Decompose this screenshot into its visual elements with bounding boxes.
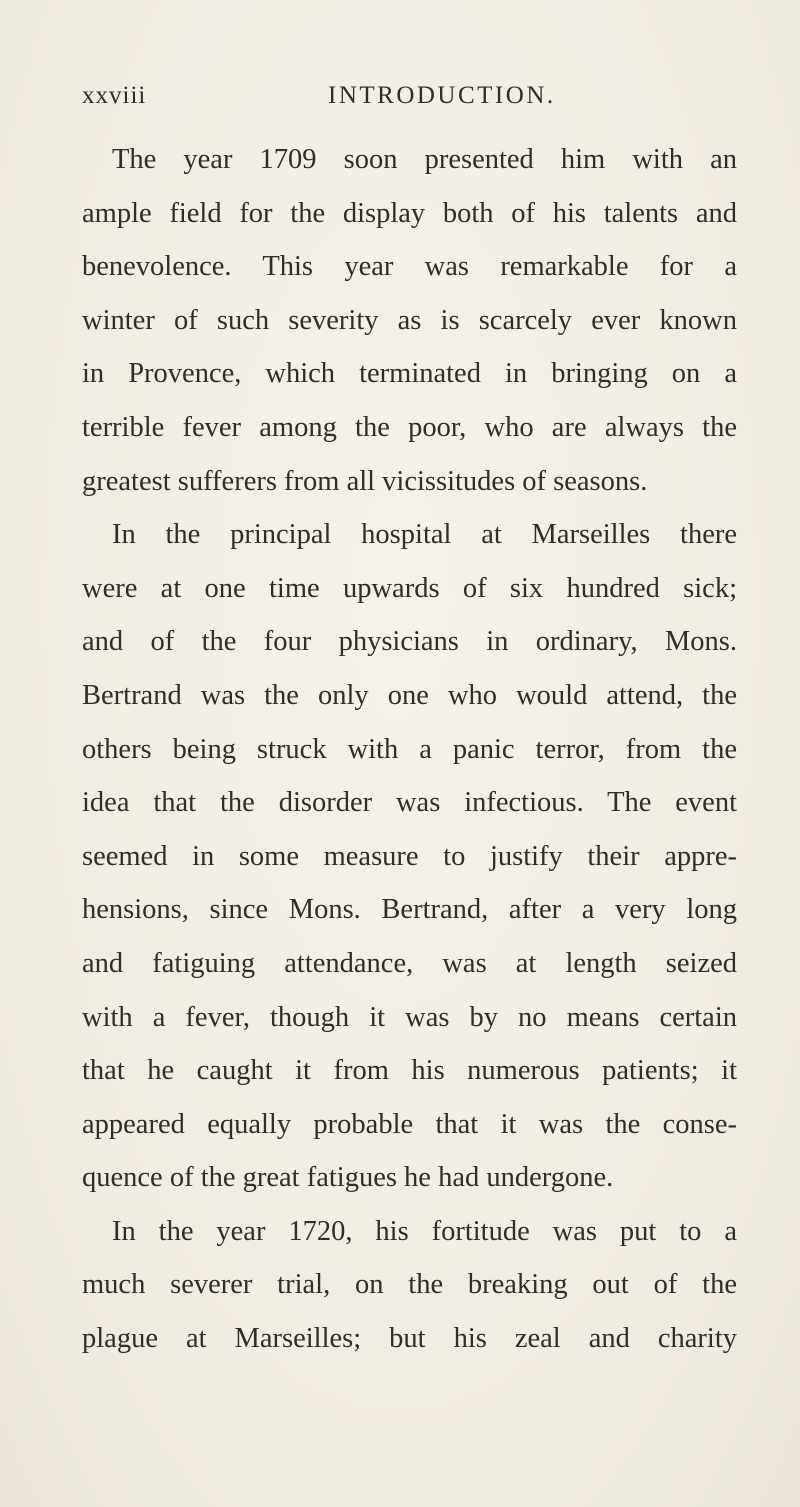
text-line: appeared equally probable that it was the conse-	[82, 1108, 737, 1140]
text-line: others being struck with a panic terror, from the	[82, 733, 737, 765]
text-line: In the principal hospital at Marseilles there	[112, 519, 737, 551]
running-title: INTRODUCTION.	[328, 82, 556, 109]
text-line: quence of the great fatigues he had undergone.	[82, 1162, 614, 1194]
text-line: and fatiguing attendance, was at length seized	[82, 947, 737, 979]
text-line: ample field for the display both of his talents and	[82, 197, 737, 229]
text-line: hensions, since Mons. Bertrand, after a very long	[82, 894, 737, 926]
text-line: much severer trial, on the breaking out of the	[82, 1269, 737, 1301]
text-line: that he caught it from his numerous patients; it	[82, 1055, 737, 1087]
text-line: were at one time upwards of six hundred sick;	[82, 572, 737, 604]
text-line: Bertrand was the only one who would attend, the	[82, 679, 737, 711]
text-line: terrible fever among the poor, who are always the	[82, 411, 737, 443]
text-line: idea that the disorder was infectious. The event	[82, 787, 737, 819]
text-line: with a fever, though it was by no means certain	[82, 1001, 737, 1033]
body-text	[82, 133, 737, 1366]
text-line: winter of such severity as is scarcely ever known	[82, 304, 737, 336]
text-line: and of the four physicians in ordinary, Mons.	[82, 626, 737, 658]
text-line: plague at Marseilles; but his zeal and charity	[82, 1323, 737, 1355]
text-line: in Provence, which terminated in bringing on a	[82, 358, 737, 390]
text-line: seemed in some measure to justify their appre-	[82, 840, 737, 872]
page-number: xxviii	[82, 82, 147, 109]
running-head	[82, 82, 732, 122]
text-line: benevolence. This year was remarkable for a	[82, 251, 737, 283]
text-line: greatest sufferers from all vicissitudes of seasons.	[82, 465, 648, 497]
text-line: The year 1709 soon presented him with an	[112, 144, 737, 175]
text-line: In the year 1720, his fortitude was put to a	[112, 1215, 737, 1247]
